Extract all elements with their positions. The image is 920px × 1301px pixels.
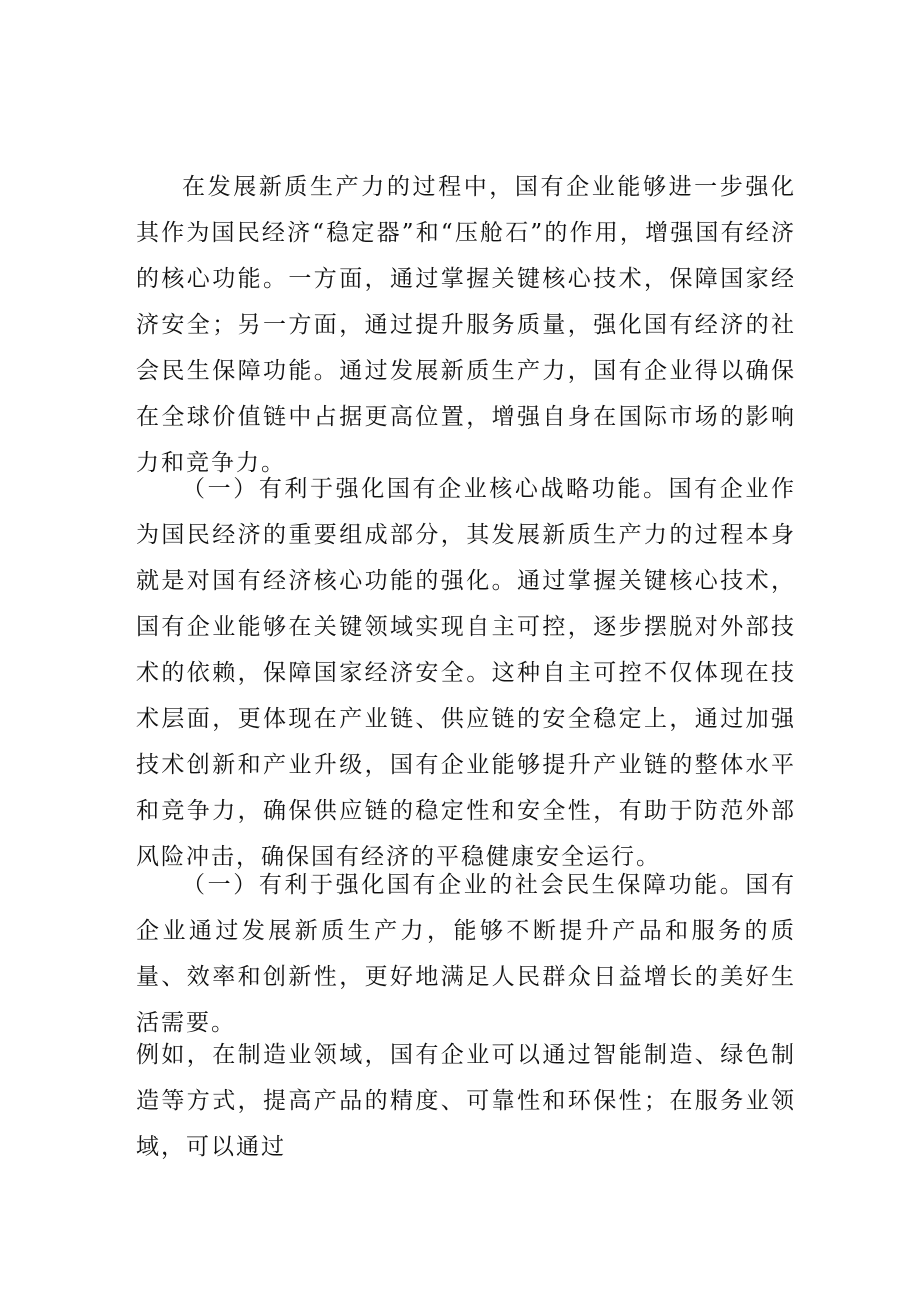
paragraph-intro: 在发展新质生产力的过程中，国有企业能够进一步强化其作为国民经济“稳定器”和“压舱石”的作用，增强国有经济的核心功能。一方面，通过掌握关键核心技术，保障国家经济安全；另一方面，通过提升服务质量，强化国有经济的社会民生保障功能。通过发展新质生产力，国有企业得以确保在全球价值链中占据更高位置，增强自身在国际市场的影响力和竞争力。 (136, 174, 796, 476)
paragraph-social-livelihood-function: （一）有利于强化国有企业的社会民生保障功能。国有企业通过发展新质生产力，能够不断提升产品和服务的质量、效率和创新性，更好地满足人民群众日益增长的美好生活需要。 (136, 872, 796, 1036)
paragraph-core-strategic-function: （一）有利于强化国有企业核心战略功能。国有企业作为国民经济的重要组成部分，其发展新质生产力的过程本身就是对国有经济核心功能的强化。通过掌握关键核心技术，国有企业能够在关键领域实现自主可控，逐步摆脱对外部技术的依赖，保障国家经济安全。这种自主可控不仅体现在技术层面，更体现在产业链、供应链的安全稳定上，通过加强技术创新和产业升级，国有企业能够提升产业链的整体水平和竞争力，确保供应链的稳定性和安全性，有助于防范外部风险冲击，确保国有经济的平稳健康安全运行。 (136, 476, 796, 870)
paragraph-example: 例如，在制造业领域，国有企业可以通过智能制造、绿色制造等方式，提高产品的精度、可靠性和环保性；在服务业领域，可以通过 (136, 1042, 796, 1160)
